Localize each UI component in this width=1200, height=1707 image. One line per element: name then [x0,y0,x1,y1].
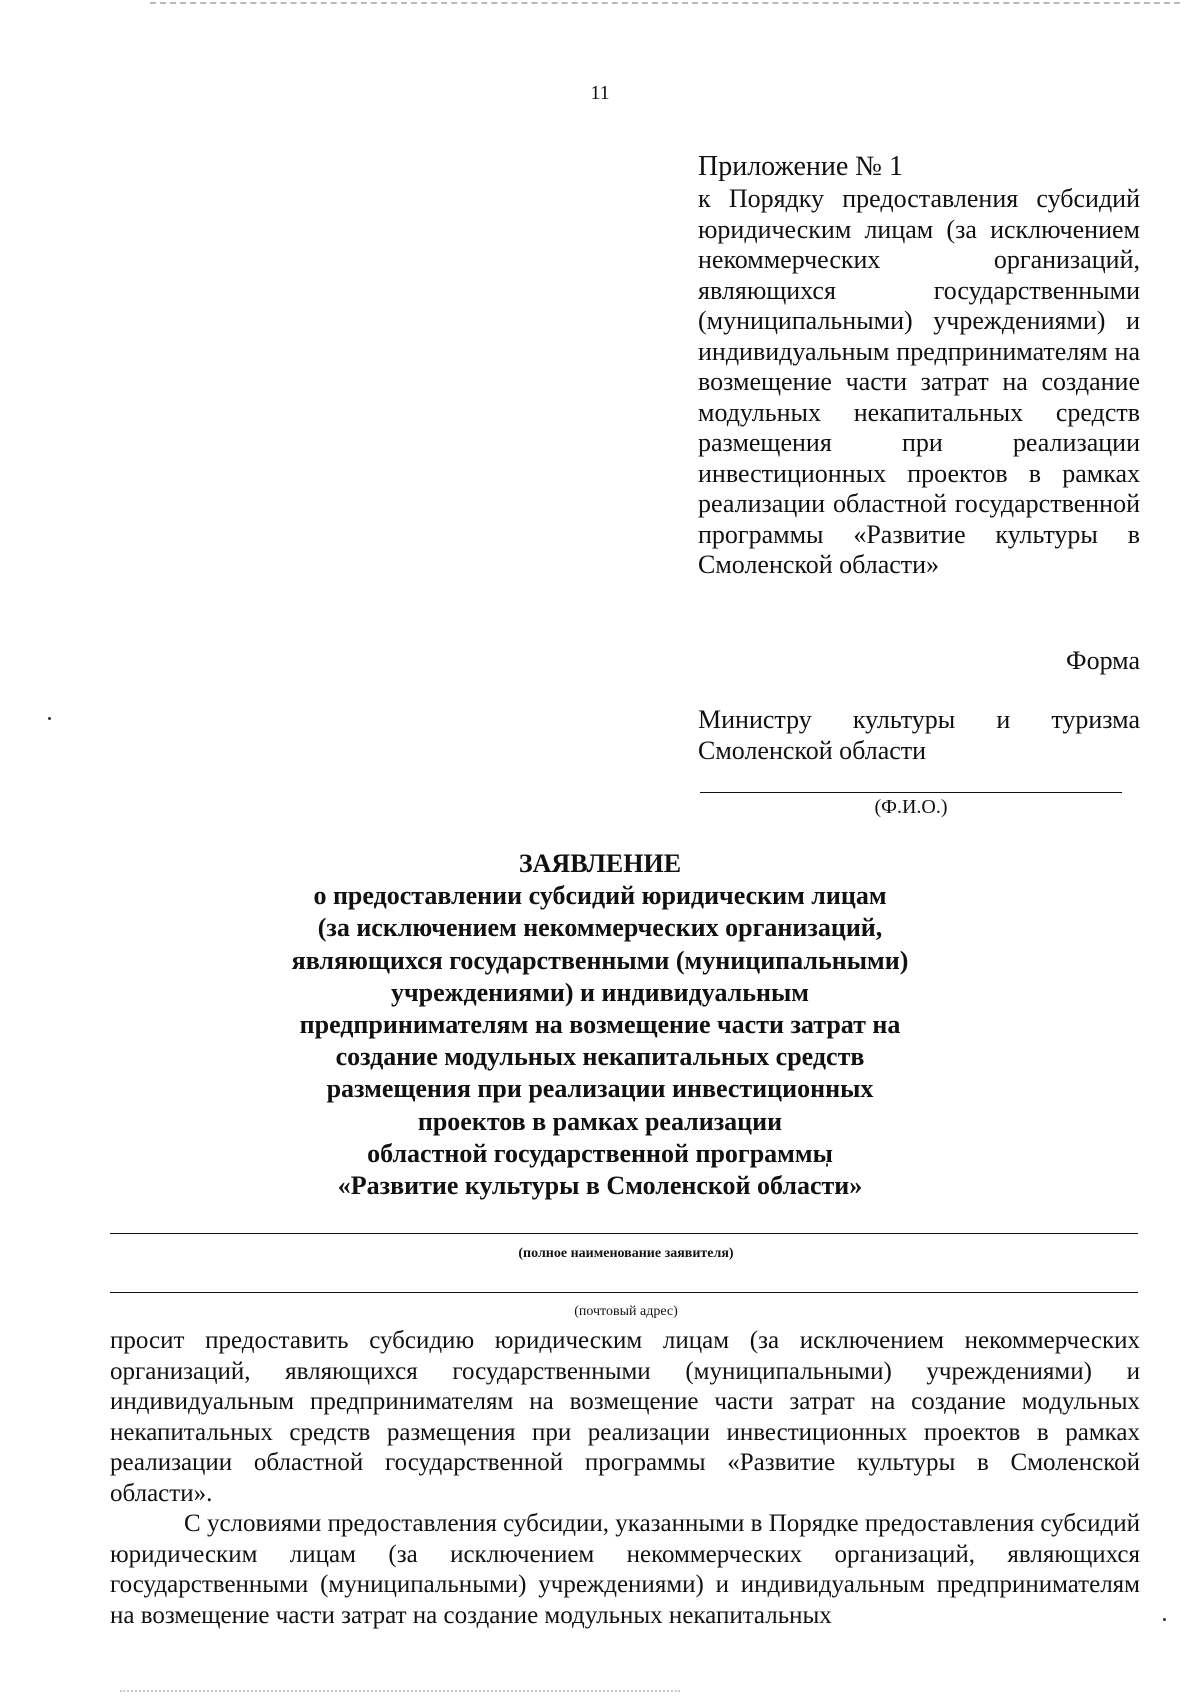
statement-line: (за исключением некоммерческих организаций, [317,913,883,943]
scan-speck [48,717,51,720]
appendix-block [698,150,1140,581]
statement-line: создание модульных некапитальных средств [335,1042,865,1072]
fio-input-line[interactable] [700,792,1122,793]
statement-line: о предоставлении субсидий юридическим лицам [313,881,887,911]
applicant-name-caption: (полное наименование заявителя) [518,1246,734,1261]
statement-line: «Развитие культуры в Смоленской области» [337,1171,863,1201]
statement-line: размещения при реализации инвестиционных [326,1074,874,1104]
statement-line: являющихся государственными (муниципальными) [291,945,909,975]
scan-edge-bottom [120,1690,680,1692]
statement-line: проектов в рамках реализации [417,1106,783,1136]
form-label: Форма [1066,646,1140,675]
appendix-text: к Порядку предоставления субсидий юридическим лицам (за исключением некоммерческих организаций, являющихся государственными (муниципальными) учреждениями) и индивидуальным предпринимателям на возмещение части затрат на создание модульных некапитальных средств размещения при реализации инвестиционных проектов в рамках реализации областной государственной программы «Развитие культуры в Смоленской области» [698,184,1140,579]
addressee-block [698,704,1140,766]
appendix-title: Приложение № 1 [698,151,903,182]
body-paragraph-2: С условиями предоставления субсидии, указанными в Порядке предоставления субсидий юридическим лицам (за исключением некоммерческих организаций, являющихся государственными (муниципальными) учреждениями) и индивидуальным предпринимателям на возмещение части затрат на создание модульных некапитальных [110,1510,1140,1629]
applicant-name-line[interactable] [110,1233,1138,1234]
statement-line: областной государственной программы [367,1138,833,1168]
statement-line: предпринимателям на возмещение части затрат на [299,1010,901,1040]
page-number: 11 [590,82,610,104]
fio-caption: (Ф.И.О.) [874,796,948,818]
statement-title: ЗАЯВЛЕНИЕ [518,849,682,878]
postal-address-line[interactable] [110,1292,1138,1293]
statement-heading [150,848,1050,1202]
statement-line: учреждениями) и индивидуальным [390,977,810,1007]
body-paragraph-1: просит предоставить субсидию юридическим лицам (за исключением некоммерческих организаций, являющихся государственными (муниципальными) учреждениями) и индивидуальным предпринимателям на возмещение части затрат на создание модульных некапитальных средств размещения при реализации инвестиционных проектов в рамках реализации областной государственной программы «Развитие культуры в Смоленской области». [110,1327,1140,1507]
scan-speck [1163,1618,1166,1621]
addressee-line-2: Смоленской области [698,736,927,765]
scan-edge-top [150,2,1180,4]
body-text [110,1326,1140,1631]
addressee-line-1: Министру культуры и туризма [698,705,1140,734]
postal-address-caption: (почтовый адрес) [574,1304,678,1319]
